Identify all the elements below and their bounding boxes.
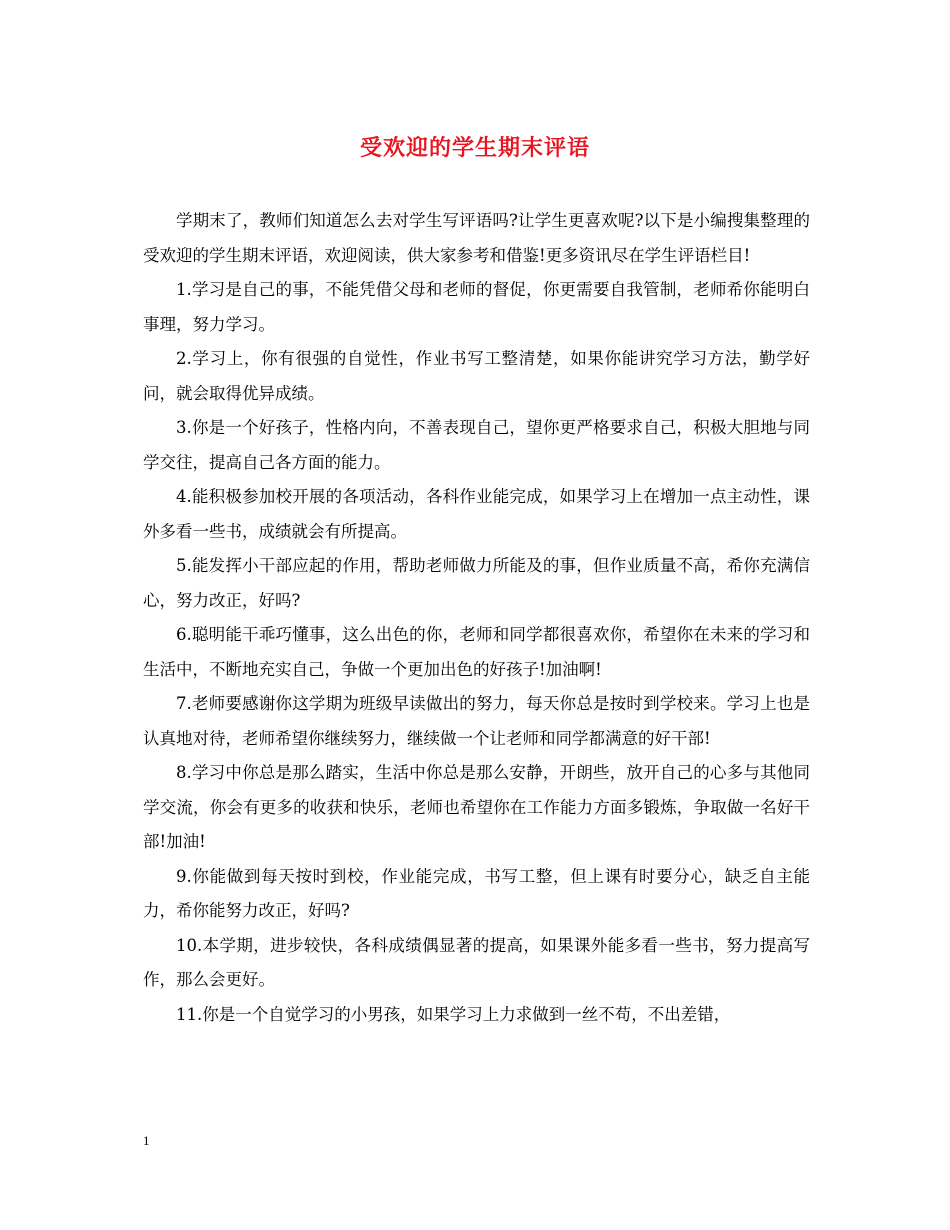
comment-paragraph-2: 2.学习上，你有很强的自觉性，作业书写工整清楚，如果你能讲究学习方法，勤学好问，就会取得优异成绩。 — [143, 349, 810, 403]
document-title: 受欢迎的学生期末评语 — [359, 135, 590, 161]
comment-paragraph-7: 7.老师要感谢你这学期为班级早读做出的努力，每天你总是按时到学校来。学习上也是认真地对待，老师希望你继续努力，继续做一个让老师和同学都满意的好干部! — [143, 694, 810, 748]
document-body — [143, 204, 810, 1032]
comment-paragraph-1: 1.学习是自己的事，不能凭借父母和老师的督促，你更需要自我管制，老师希你能明白事理，努力学习。 — [143, 280, 810, 334]
comment-paragraph-8: 8.学习中你总是那么踏实，生活中你总是那么安静，开朗些，放开自己的心多与其他同学交流，你会有更多的收获和快乐，老师也希望你在工作能力方面多锻炼，争取做一名好干部!加油! — [143, 763, 810, 851]
page-number: 1 — [143, 1133, 150, 1148]
comment-paragraph-3: 3.你是一个好孩子，性格内向，不善表现自己，望你更严格要求自己，积极大胆地与同学交往，提高自己各方面的能力。 — [143, 418, 810, 472]
comment-paragraph-4: 4.能积极参加校开展的各项活动，各科作业能完成，如果学习上在增加一点主动性，课外多看一些书，成绩就会有所提高。 — [143, 487, 810, 541]
comment-paragraph-5: 5.能发挥小干部应起的作用，帮助老师做力所能及的事，但作业质量不高，希你充满信心，努力改正，好吗? — [143, 556, 810, 610]
comment-paragraph-6: 6.聪明能干乖巧懂事，这么出色的你，老师和同学都很喜欢你，希望你在未来的学习和生活中，不断地充实自己，争做一个更加出色的好孩子!加油啊! — [143, 625, 810, 679]
intro-paragraph: 学期末了，教师们知道怎么去对学生写评语吗?让学生更喜欢呢?以下是小编搜集整理的受欢迎的学生期末评语，欢迎阅读，供大家参考和借鉴!更多资讯尽在学生评语栏目! — [143, 211, 810, 265]
comment-paragraph-9: 9.你能做到每天按时到校，作业能完成，书写工整，但上课有时要分心，缺乏自主能力，希你能努力改正，好吗? — [143, 866, 810, 920]
comment-paragraph-11: 11.你是一个自觉学习的小男孩，如果学习上力求做到一丝不苟，不出差错， — [176, 1004, 731, 1024]
comment-paragraph-10: 10.本学期，进步较快，各科成绩偶显著的提高，如果课外能多看一些书，努力提高写作，那么会更好。 — [143, 935, 810, 989]
